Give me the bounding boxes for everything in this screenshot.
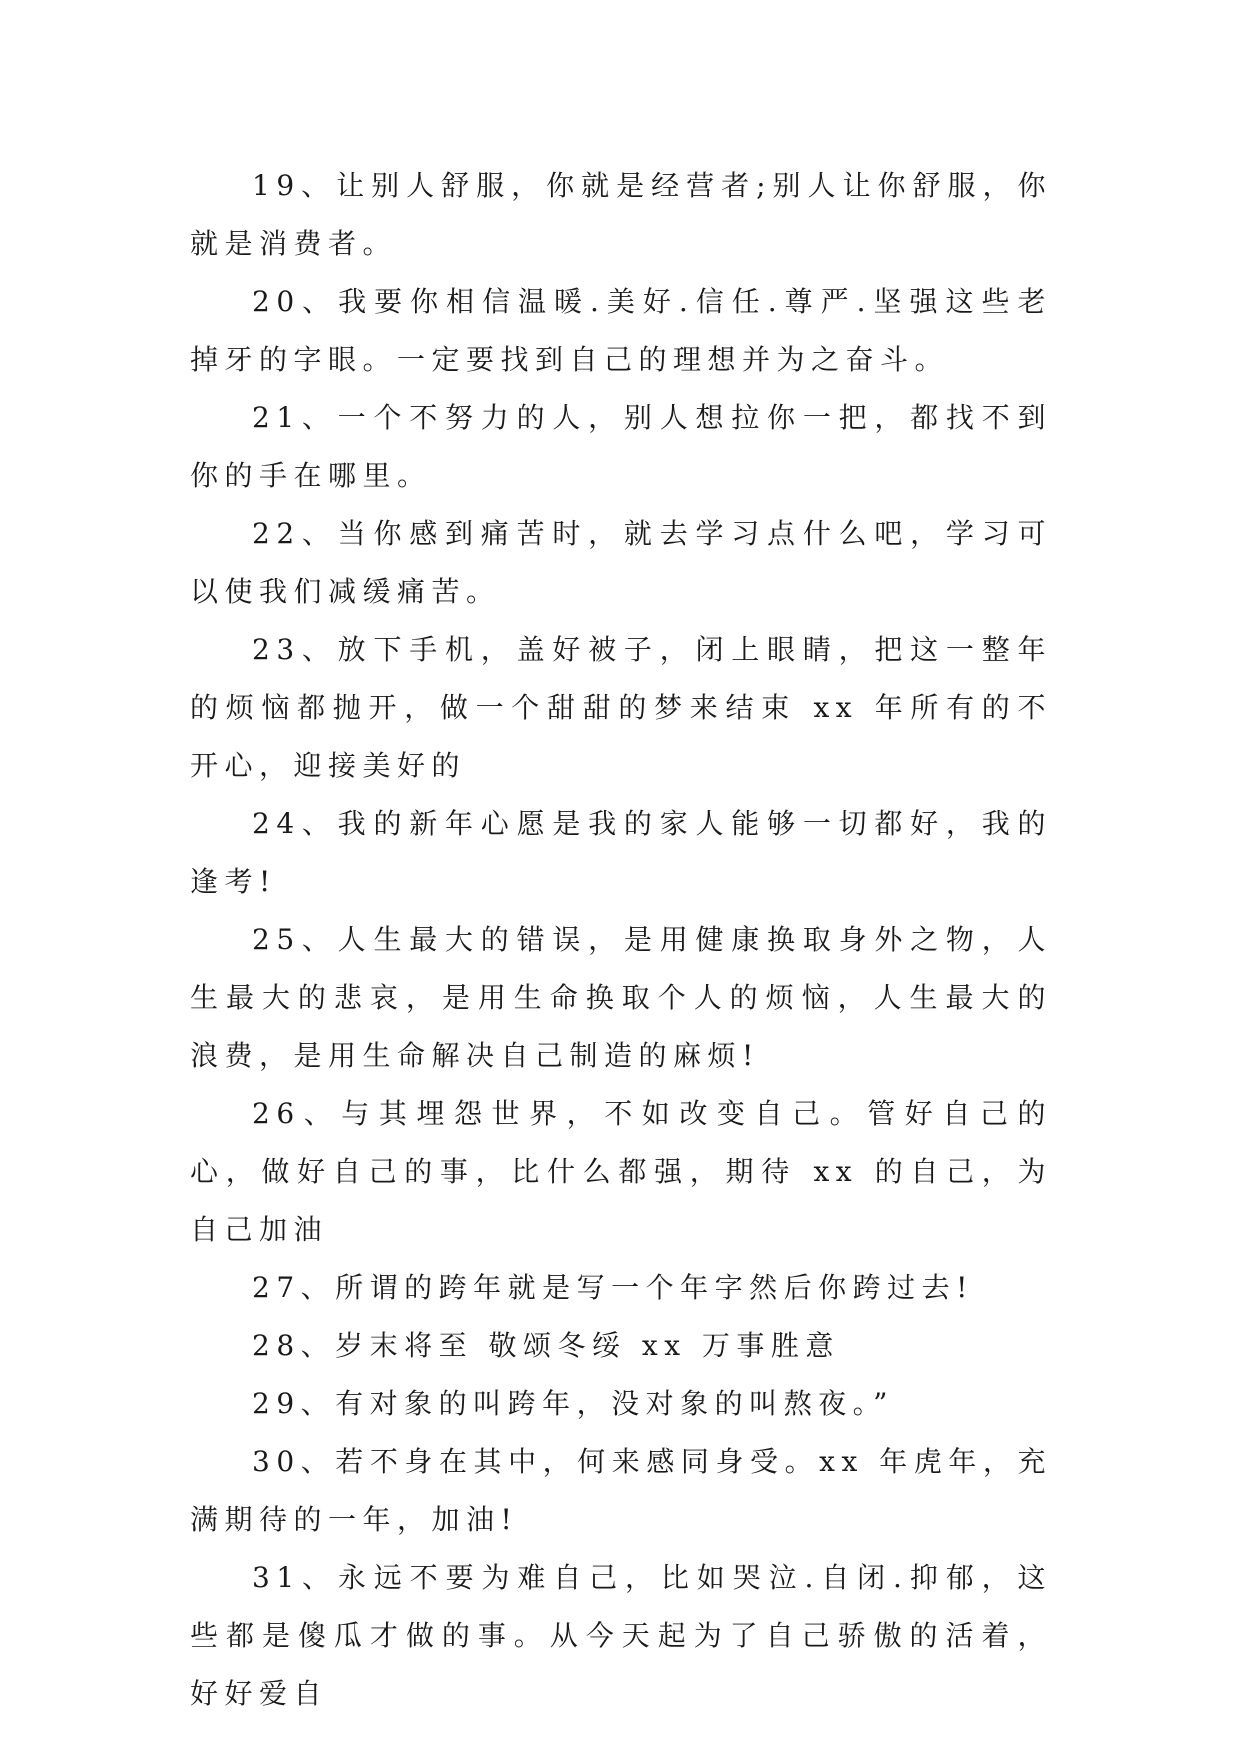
paragraph-22: 22、当你感到痛苦时，就去学习点什么吧，学习可以使我们减缓痛苦。 [190, 517, 1052, 608]
paragraph-23: 23、放下手机，盖好被子，闭上眼睛，把这一整年的烦恼都抛开，做一个甜甜的梦来结束 xx 年所有的不开心，迎接美好的 [190, 633, 1052, 782]
paragraph-31: 31、永远不要为难自己，比如哭泣.自闭.抑郁，这些都是傻瓜才做的事。从今天起为了自己骄傲的活着，好好爱自 [190, 1561, 1052, 1710]
document-body [190, 157, 1052, 1723]
paragraph-20: 20、我要你相信温暖.美好.信任.尊严.坚强这些老掉牙的字眼。一定要找到自己的理想并为之奋斗。 [190, 285, 1052, 376]
paragraph-28: 28、岁末将至 敬颂冬绥 xx 万事胜意 [252, 1329, 840, 1362]
paragraph-21: 21、一个不努力的人，别人想拉你一把，都找不到你的手在哪里。 [190, 401, 1052, 492]
paragraph-29: 29、有对象的叫跨年，没对象的叫熬夜。” [252, 1387, 894, 1420]
paragraph-19: 19、让别人舒服，你就是经营者;别人让你舒服，你就是消费者。 [190, 169, 1052, 260]
paragraph-30: 30、若不身在其中，何来感同身受。xx 年虎年，充满期待的一年，加油! [190, 1445, 1052, 1536]
paragraph-24: 24、我的新年心愿是我的家人能够一切都好，我的逢考! [190, 807, 1052, 898]
paragraph-25: 25、人生最大的错误，是用健康换取身外之物，人生最大的悲哀，是用生命换取个人的烦恼，人生最大的浪费，是用生命解决自己制造的麻烦! [190, 923, 1052, 1072]
paragraph-27: 27、所谓的跨年就是写一个年字然后你跨过去! [252, 1271, 974, 1304]
paragraph-26: 26、与其埋怨世界，不如改变自己。管好自己的心，做好自己的事，比什么都强，期待 xx 的自己，为自己加油 [190, 1097, 1052, 1246]
